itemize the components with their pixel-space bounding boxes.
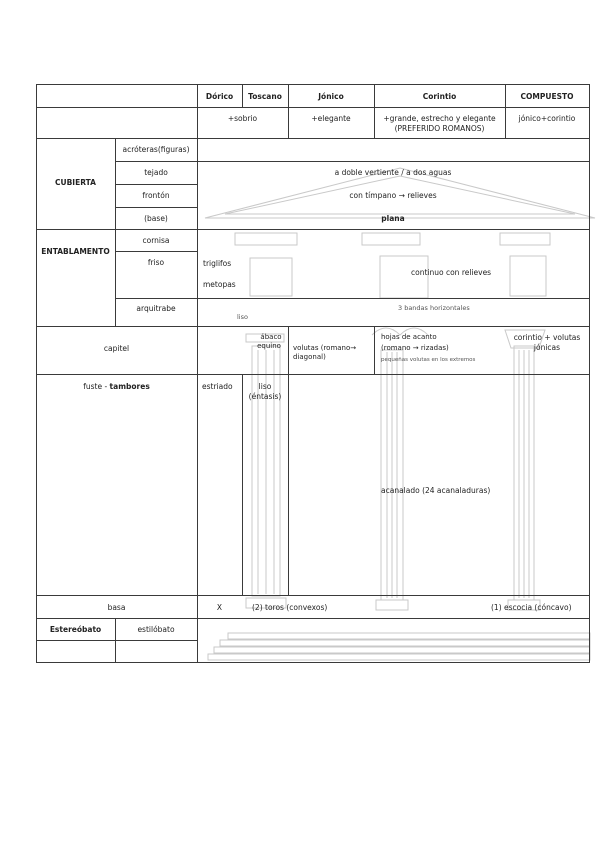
basa-toros: (2) toros (convexos) [252,603,328,612]
capitel-jonico-2: diagonal) [293,353,326,361]
capitel-compuesto-2: jónicas [533,343,561,352]
header-compuesto: COMPUESTO [520,92,574,101]
capitel-dorico-1: ábaco [260,333,282,341]
header-toscano: Toscano [248,92,282,101]
friso-metopas: metopas [203,280,236,289]
character-corintio-1: +grande, estrecho y elegante [383,114,496,123]
capitel-corintio-1: hojas de acanto [381,333,437,341]
character-corintio-2: (PREFERIDO ROMANOS) [394,124,485,133]
character-jonico: +elegante [311,114,351,123]
basa-label: basa [107,603,126,612]
friso-continuo: continuo con relieves [411,268,492,277]
header-dorico: Dórico [205,92,234,101]
fuste-toscano-2: (éntasis) [248,392,282,401]
friso-triglifos: triglifos [203,259,232,268]
fuste-label-prefix: fuste - [83,382,110,391]
fuste-label [36,382,197,391]
fronton-value: con tímpano → relieves [349,191,437,200]
cubierta-label: CUBIERTA [54,178,96,187]
character-toscano: +sobrio [227,114,258,123]
character-compuesto: jónico+corintio [518,114,576,123]
tejado-label: tejado [144,168,168,177]
estilobato-label: estilóbato [137,625,175,634]
capitel-label: capitel [103,344,130,353]
acroteras-label: acróteras(figuras) [122,145,190,154]
fronton-label: frontón [142,191,170,200]
capitel-corintio-3: pequeñas volutas en los extremos [381,357,476,363]
arquitrabe-label: arquitrabe [136,304,176,313]
fuste-toscano-1: liso [258,382,272,391]
arquitrabe-bandas: 3 bandas horizontales [398,304,470,312]
base-value: plana [381,214,405,223]
friso-label: friso [147,258,165,267]
estereobato-label: Estereóbato [49,625,102,634]
cornisa-label: cornisa [142,236,170,245]
capitel-compuesto-1: corintio + volutas [513,333,581,342]
capitel-corintio-2: (romano → rizadas) [381,344,449,352]
fuste-label-bold: tambores [109,382,150,391]
arquitrabe-liso: liso [237,313,248,321]
capitel-dorico-2: equino [257,342,281,350]
basa-escocia: (1) escocia (cóncavo) [491,603,572,612]
tejado-value: a doble vertiente / a dos aguas [334,168,452,177]
entablamento-label: ENTABLAMENTO [41,247,110,256]
header-jonico: Jónico [318,92,344,101]
header-corintio: Corintio [422,92,457,101]
fuste-dorico: estriado [202,382,233,391]
base-label: (base) [144,214,168,223]
capitel-jonico-1: volutas (romano→ [293,344,357,352]
basa-dorico: X [216,603,223,612]
fuste-acanalado: acanalado (24 acanaladuras) [381,486,491,495]
